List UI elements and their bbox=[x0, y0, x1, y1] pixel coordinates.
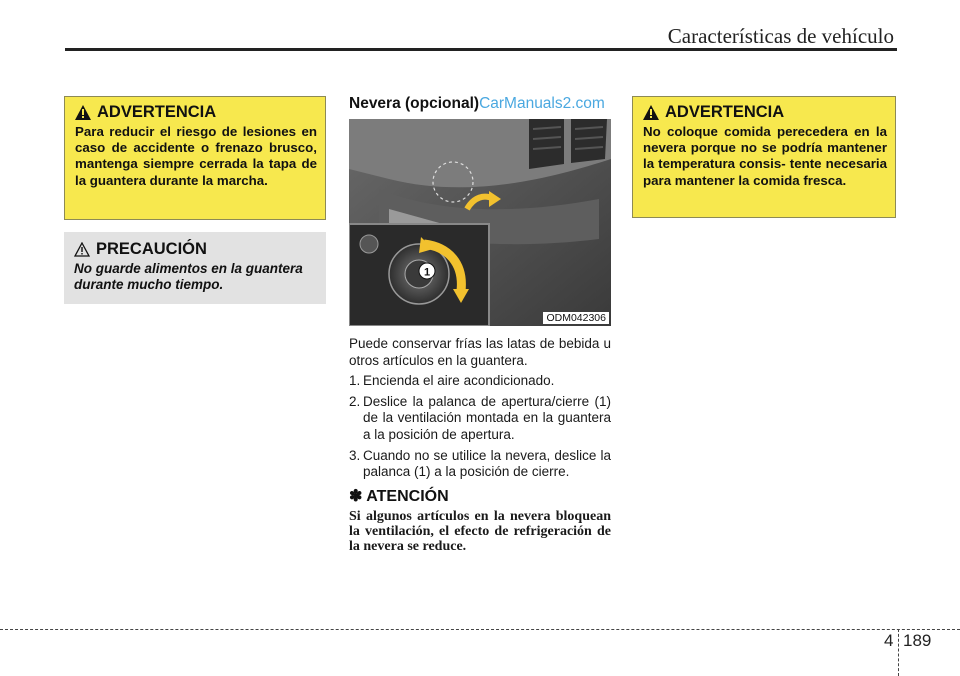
step-number: 1. bbox=[349, 373, 361, 389]
notice-text: Si algunos artículos en la nevera bloquean la ventilación, el efecto de refrigeración de la nevera se reduce. bbox=[349, 509, 611, 555]
caution-text: No guarde alimentos en la guantera durante mucho tiempo. bbox=[74, 261, 303, 292]
chapter-number: 4 bbox=[884, 631, 894, 650]
warning-triangle-icon bbox=[75, 105, 91, 120]
section-title-text: Nevera (opcional) bbox=[349, 95, 480, 112]
caution-triangle-icon bbox=[74, 242, 90, 257]
warning-box-right bbox=[632, 96, 896, 218]
warning-triangle-icon bbox=[643, 105, 659, 120]
header-divider bbox=[65, 48, 897, 51]
list-item bbox=[349, 394, 611, 444]
warning-text: No coloque comida perecedera en la nevera porque no se podría mantener la temperatura consis- tente necesaria para mantener la comida fresca. bbox=[643, 124, 887, 188]
notice-symbol-icon: ✽ bbox=[349, 488, 363, 505]
warning-heading: ADVERTENCIA bbox=[665, 103, 785, 121]
step-text: Encienda el aire acondicionado. bbox=[363, 373, 555, 389]
figure-callout-number: 1 bbox=[423, 266, 431, 279]
caution-title bbox=[74, 240, 318, 259]
body-content bbox=[349, 336, 611, 481]
steps-list bbox=[349, 373, 611, 481]
caution-box bbox=[64, 232, 326, 304]
footer-divider bbox=[0, 629, 960, 630]
list-item bbox=[349, 373, 611, 390]
warning-text: Para reducir el riesgo de lesiones en caso de accidente o frenazo brusco, mantenga siempre cerrada la tapa de la guantera durante la marcha. bbox=[75, 124, 317, 188]
notice-heading: ATENCIÓN bbox=[366, 488, 449, 505]
watermark-link[interactable]: CarManuals2.com bbox=[479, 95, 605, 112]
figure-code: ODM042306 bbox=[543, 312, 609, 324]
step-text: Cuando no se utilice la nevera, deslice la palanca (1) a la posición de cierre. bbox=[363, 447, 611, 480]
page-number: 189 bbox=[903, 631, 932, 650]
step-text: Deslice la palanca de apertura/cierre (1) de la ventilación montada en la guantera a la posición de apertura. bbox=[363, 393, 611, 442]
warning-title bbox=[75, 103, 317, 122]
warning-heading: ADVERTENCIA bbox=[97, 103, 217, 121]
glovebox-illustration bbox=[349, 119, 611, 326]
warning-box-left bbox=[64, 96, 326, 220]
warning-title bbox=[643, 103, 887, 122]
section-title bbox=[349, 95, 605, 113]
step-number: 3. bbox=[349, 447, 361, 463]
intro-paragraph: Puede conservar frías las latas de bebida u otros artículos en la guantera. bbox=[349, 336, 611, 368]
list-item bbox=[349, 448, 611, 481]
page-number-separator bbox=[898, 629, 899, 676]
caution-heading: PRECAUCIÓN bbox=[96, 240, 207, 258]
step-number: 2. bbox=[349, 393, 361, 409]
page-header-title: Características de vehículo bbox=[667, 24, 894, 48]
notice-title bbox=[349, 486, 449, 506]
glovebox-figure bbox=[349, 119, 611, 326]
